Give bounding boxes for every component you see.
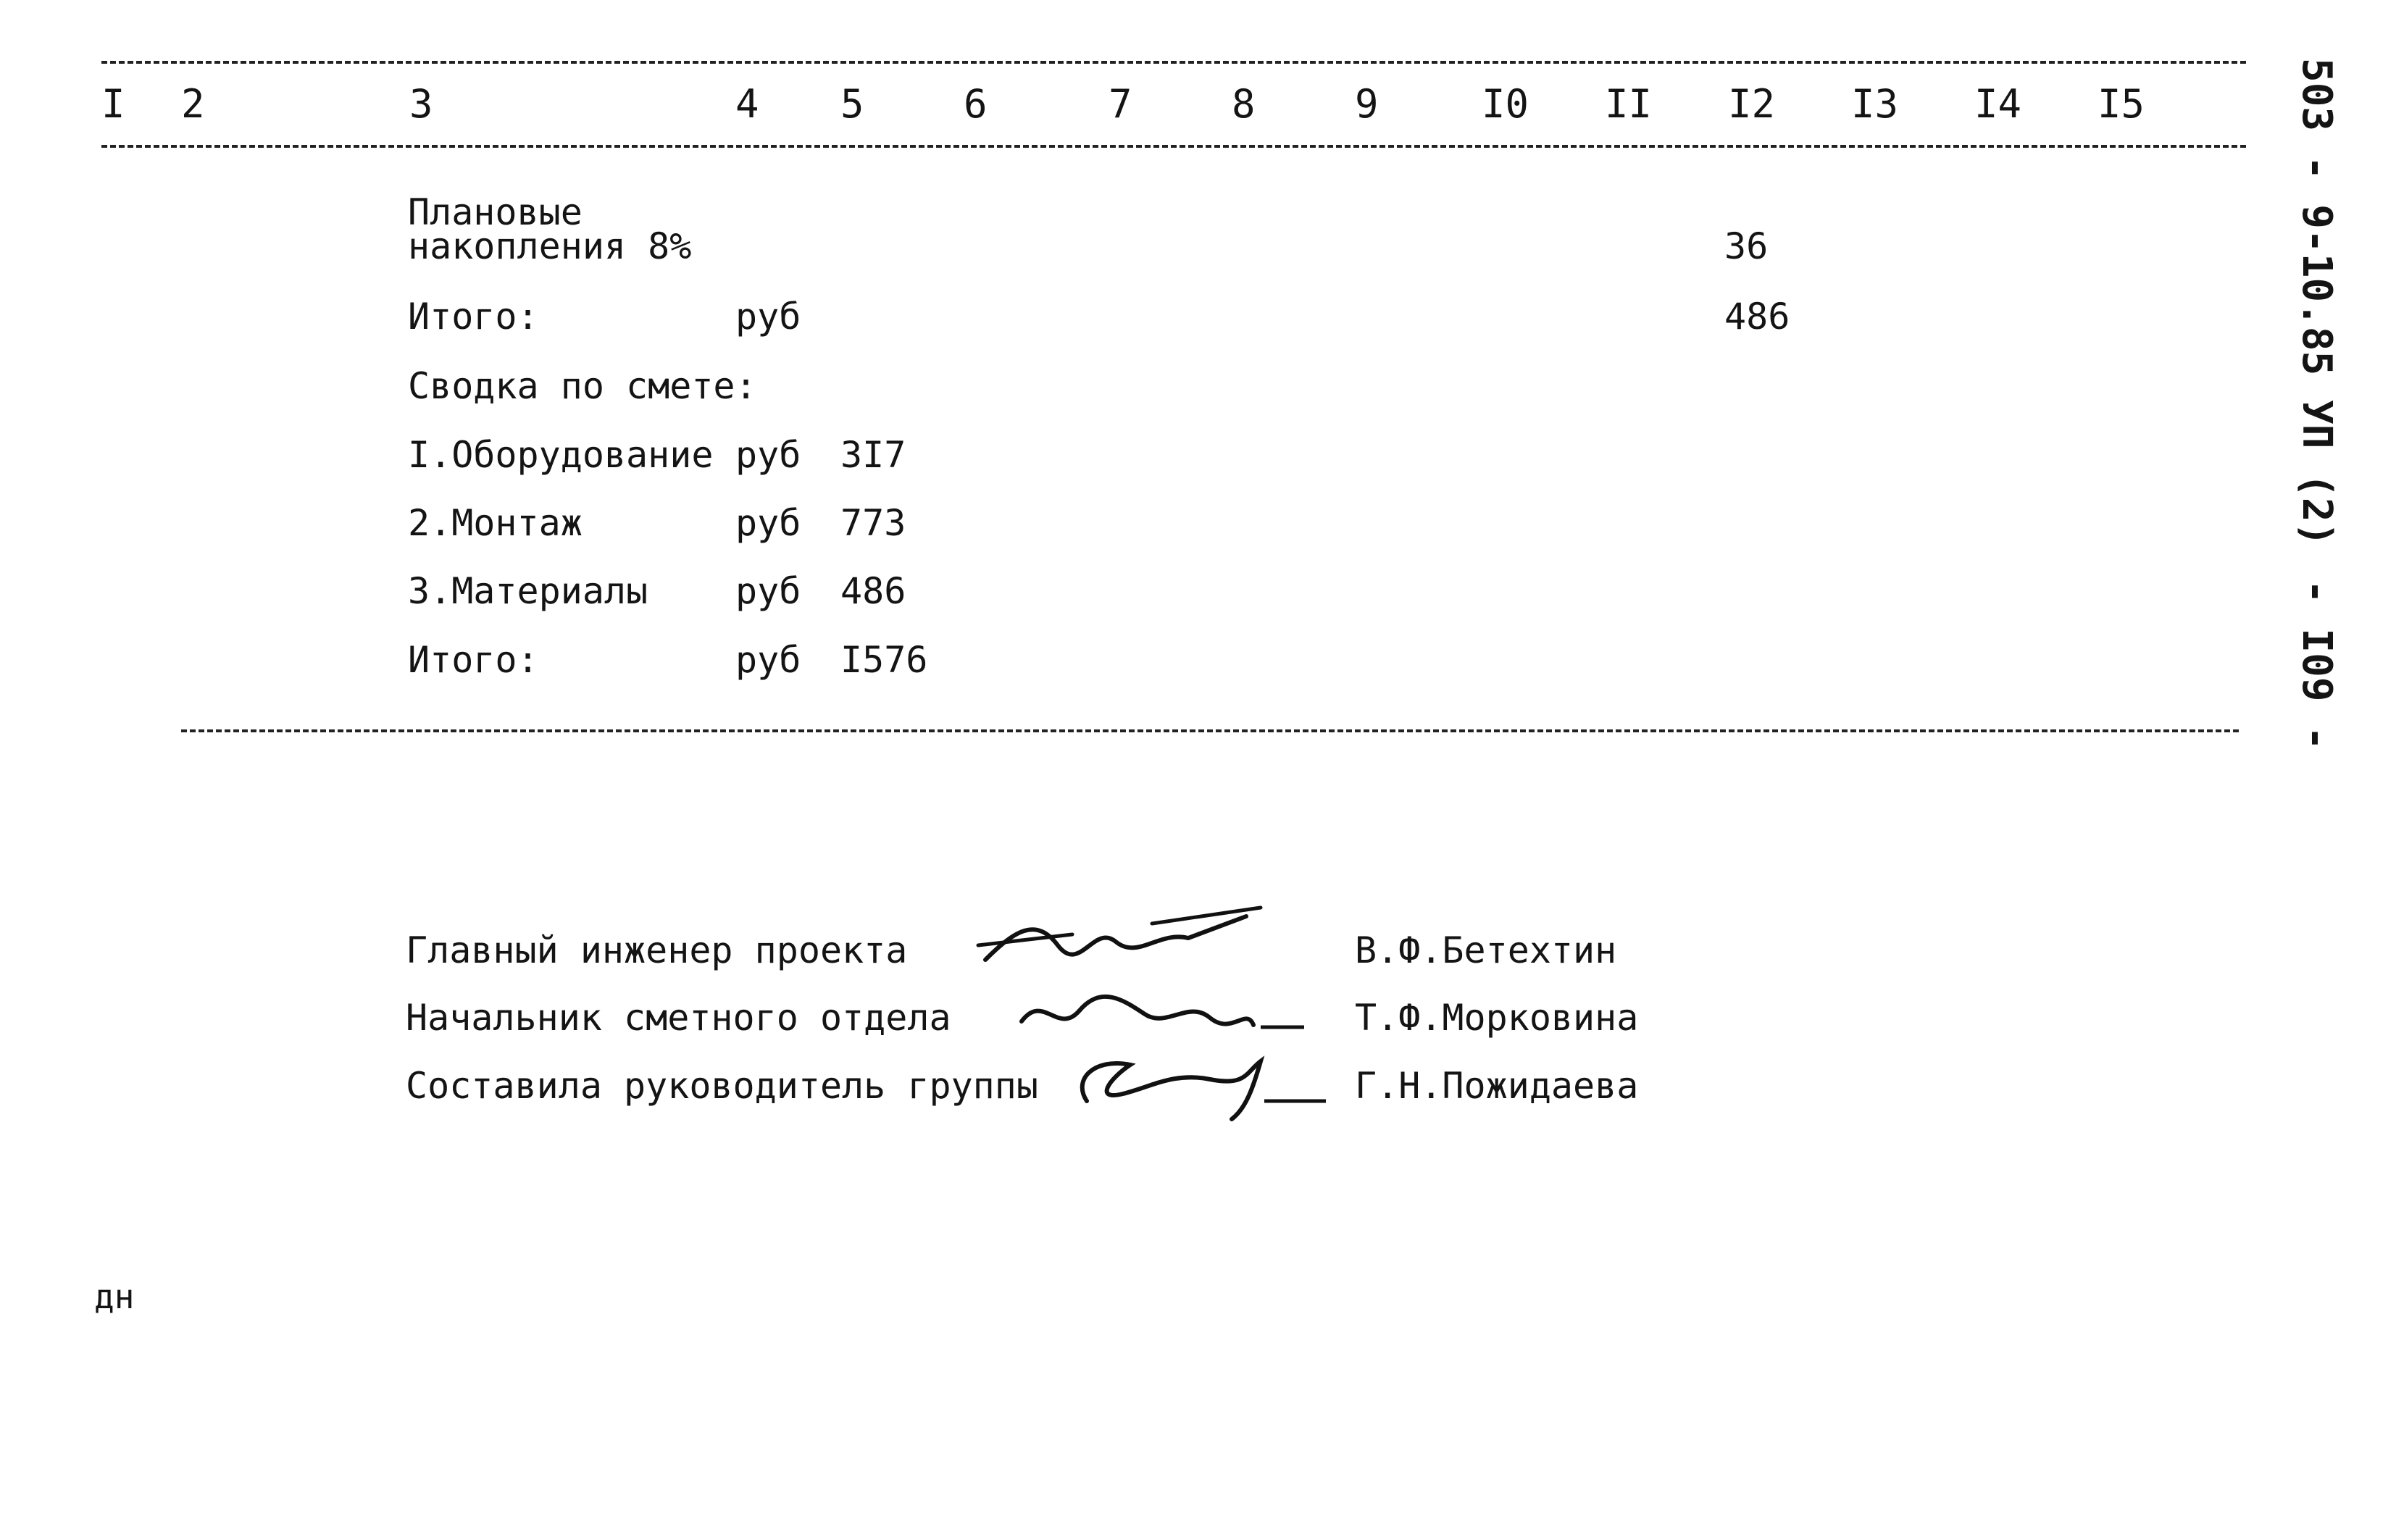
table-bottom-rule [181,729,2239,732]
planned-savings-value: 36 [1724,225,1769,267]
page-number: - I09 - [2293,579,2340,751]
planned-savings-label: накопления 8% [408,225,692,267]
column-number: I3 [1851,81,1899,127]
summary-item-unit: руб [735,434,801,476]
signature-role: Начальник сметного отдела [406,997,951,1039]
subtotal-unit: руб [735,296,801,338]
summary-item-label: 3.Материалы [408,570,648,612]
column-number: I0 [1482,81,1529,127]
signature-name: Г.Н.Пожидаева [1355,1065,1639,1107]
column-number: I4 [1974,81,2022,127]
column-number: 3 [409,81,433,127]
summary-item-unit: руб [735,570,801,612]
planned-savings-label: Плановые [408,191,583,233]
column-number: II [1605,81,1653,127]
column-number: 5 [840,81,864,127]
summary-item-value: 486 [840,570,906,612]
summary-item-label: 2.Монтаж [408,502,583,544]
column-number: 9 [1355,81,1379,127]
signature-role: Главный инженер проекта [406,929,908,971]
column-number: I2 [1728,81,1776,127]
subtotal-label: Итого: [408,296,539,338]
column-number: 6 [964,81,988,127]
summary-total-label: Итого: [408,639,539,681]
summary-item-label: I.Оборудование [408,434,714,476]
subtotal-value: 486 [1724,296,1790,338]
signature-name: В.Ф.Бетехтин [1355,929,1617,971]
column-number: 4 [735,81,759,127]
signature-name: Т.Ф.Морковина [1355,997,1639,1039]
summary-total-value: I576 [840,639,928,681]
summary-heading: Сводка по смете: [408,365,757,407]
column-number: I [101,81,125,127]
document-code: 503 - 9-10.85 УП (2) [2293,58,2340,547]
signature-role: Составила руководитель группы [406,1065,1038,1107]
handwritten-signature-2 [1014,985,1319,1043]
handwritten-signature-1 [971,902,1275,974]
summary-item-unit: руб [735,502,801,544]
column-number: 7 [1109,81,1132,127]
summary-item-value: 3I7 [840,434,906,476]
column-number: I5 [2097,81,2145,127]
table-top-rule [101,61,2246,64]
summary-item-value: 773 [840,502,906,544]
handwritten-signature-3 [1065,1043,1340,1130]
footer-mark: дн [94,1277,135,1316]
column-number: 8 [1232,81,1256,127]
summary-total-unit: руб [735,639,801,681]
table-header-rule [101,145,2246,148]
column-number: 2 [181,81,205,127]
